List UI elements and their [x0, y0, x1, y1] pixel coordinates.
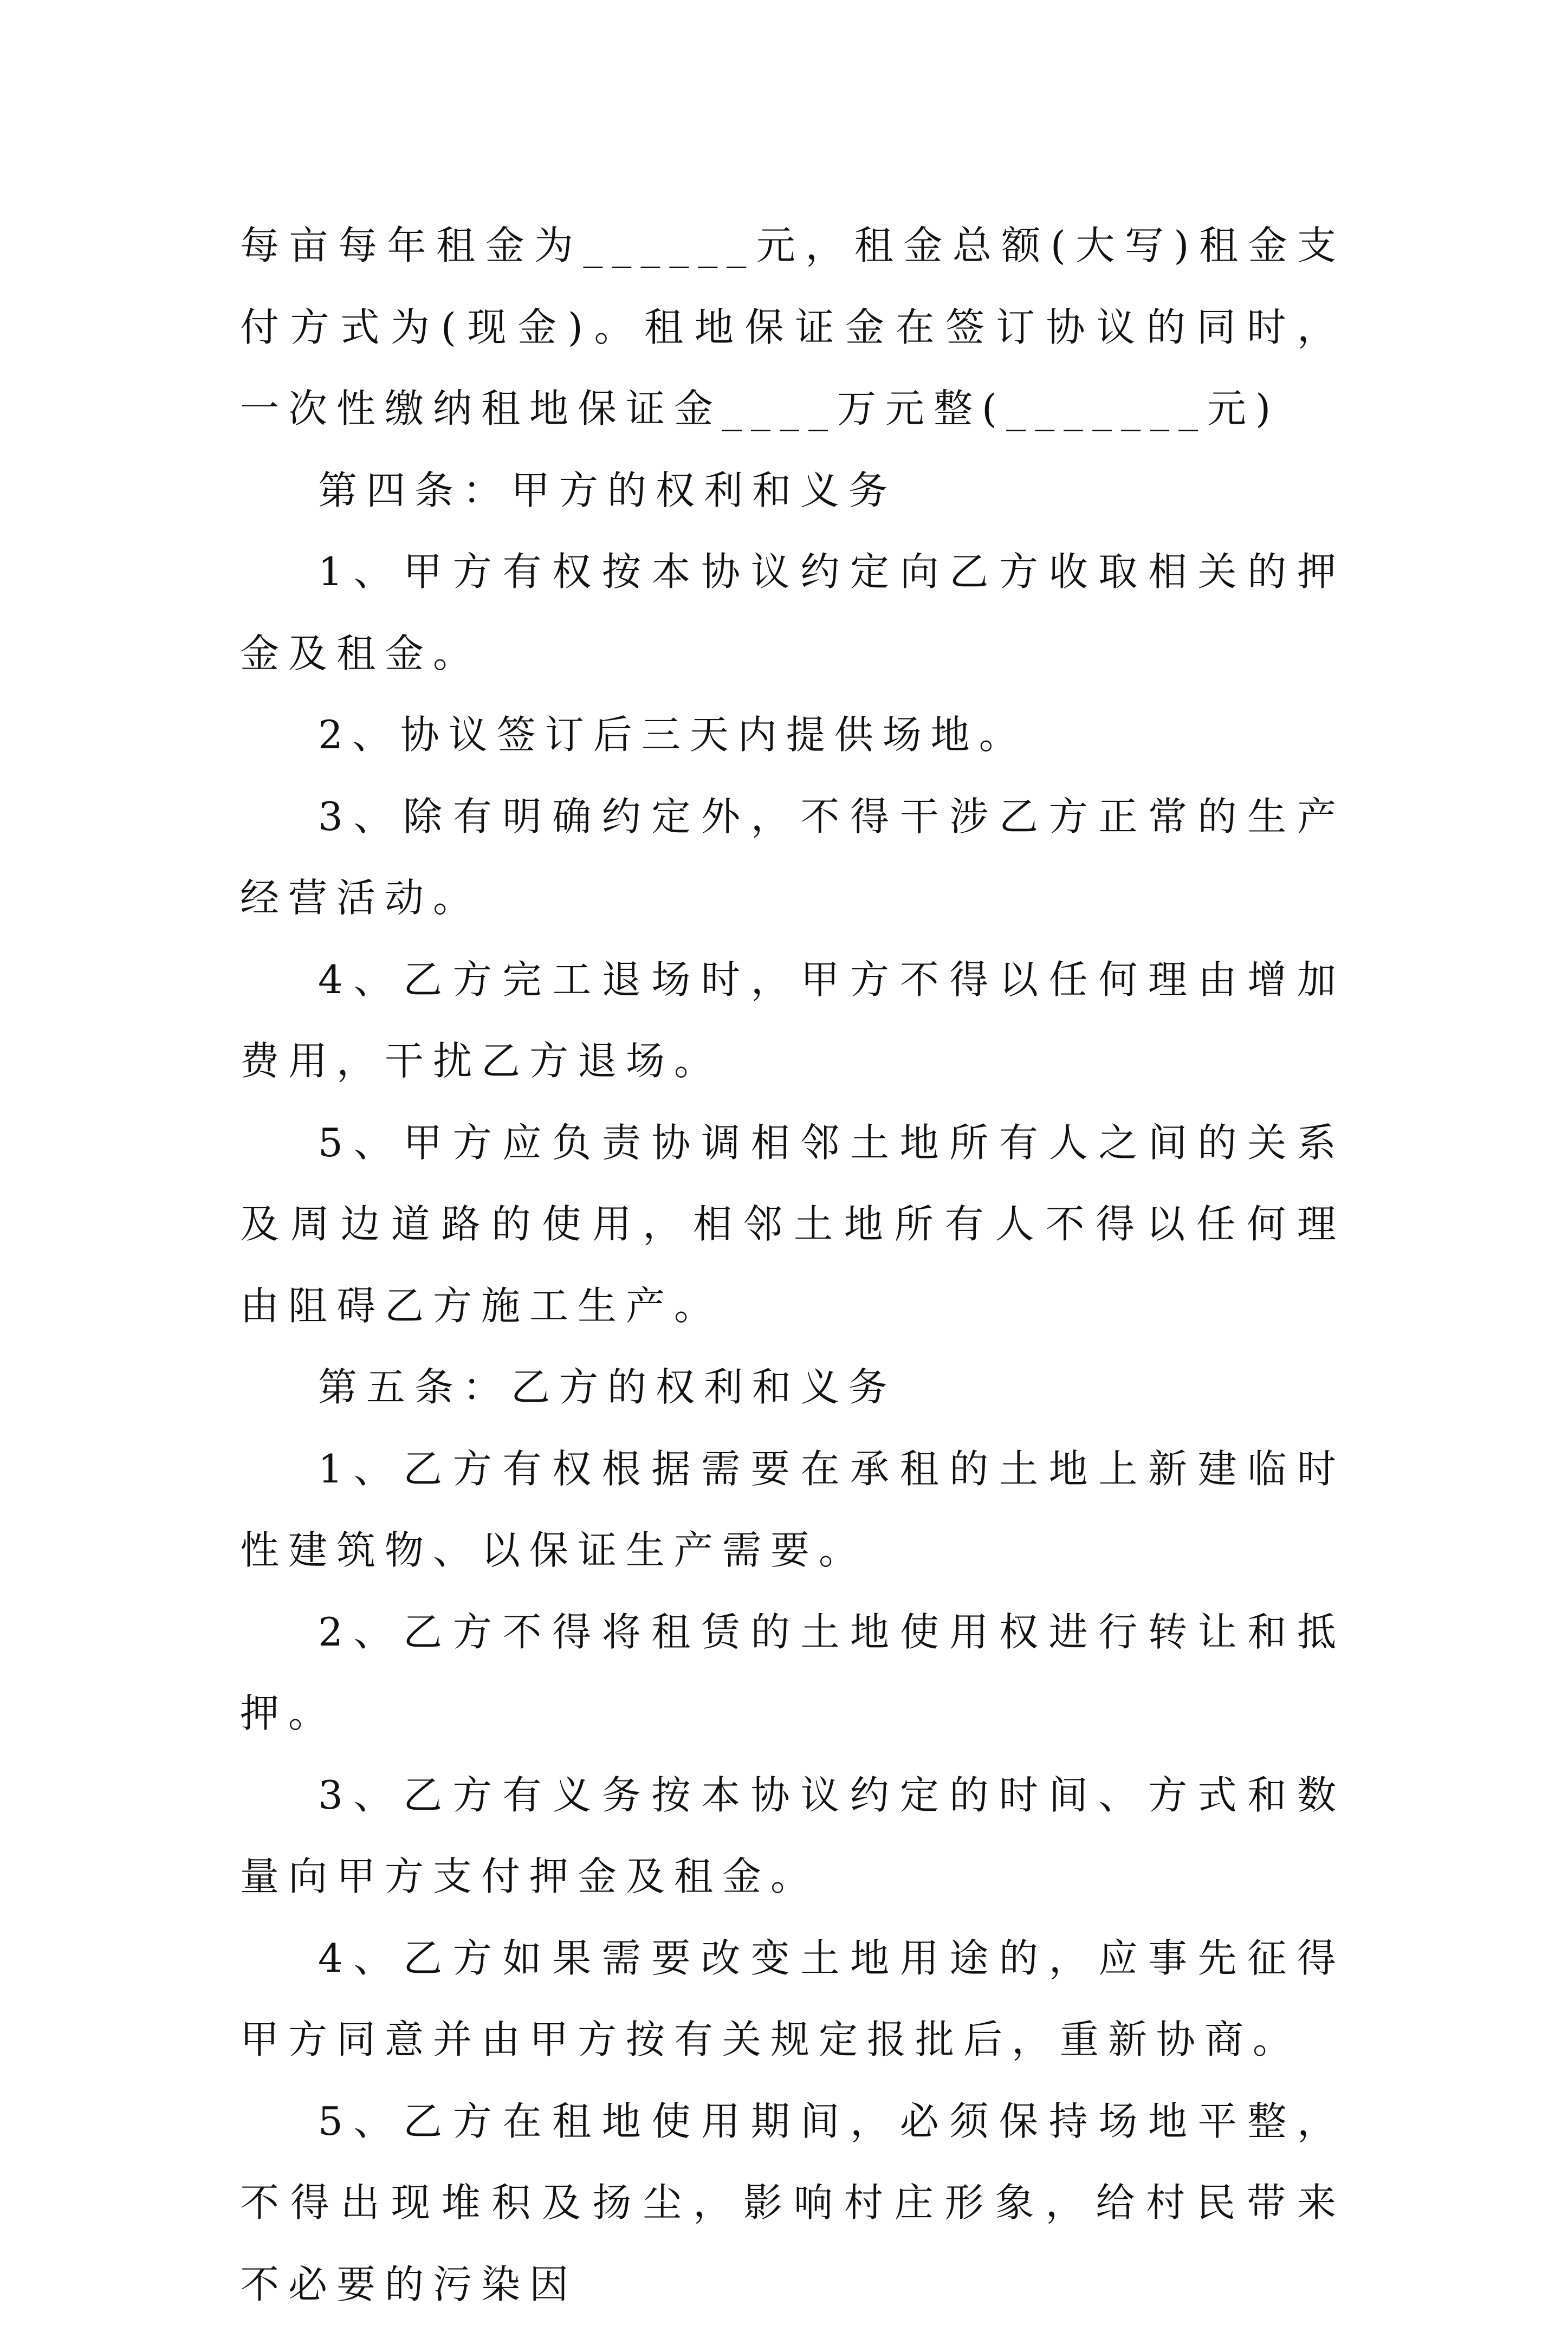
paragraph-a4-item-4: 4、乙方完工退场时，甲方不得以任何理由增加费用，干扰乙方退场。: [240, 939, 1345, 1102]
paragraph-a5-item-3: 3、乙方有义务按本协议约定的时间、方式和数量向甲方支付押金及租金。: [240, 1754, 1345, 1918]
paragraph-a4-item-2: 2、协议签订后三天内提供场地。: [240, 694, 1345, 776]
heading-article-5: 第五条：乙方的权利和义务: [240, 1346, 1345, 1428]
paragraph-a5-item-5: 5、乙方在租地使用期间，必须保持场地平整，不得出现堆积及扬尘，影响村庄形象，给村民带来不必要的污染因: [240, 2081, 1345, 2325]
paragraph-a4-item-5: 5、甲方应负责协调相邻土地所有人之间的关系及周边道路的使用，相邻土地所有人不得以任何理由阻碍乙方施工生产。: [240, 1102, 1345, 1347]
heading-article-4: 第四条：甲方的权利和义务: [240, 450, 1345, 532]
paragraph-a4-item-1: 1、甲方有权按本协议约定向乙方收取相关的押金及租金。: [240, 531, 1345, 694]
paragraph-a5-item-2: 2、乙方不得将租赁的土地使用权进行转让和抵押。: [240, 1591, 1345, 1754]
paragraph-a5-item-1: 1、乙方有权根据需要在承租的土地上新建临时性建筑物、以保证生产需要。: [240, 1428, 1345, 1591]
paragraph-a5-item-4: 4、乙方如果需要改变土地用途的，应事先征得甲方同意并由甲方按有关规定报批后，重新协商。: [240, 1918, 1345, 2081]
paragraph-rent-terms: 每亩每年租金为______元，租金总额(大写)租金支付方式为(现金)。租地保证金在签订协议的同时，一次性缴纳租地保证金____万元整(_______元): [240, 205, 1345, 450]
paragraph-a4-item-3: 3、除有明确约定外，不得干涉乙方正常的生产经营活动。: [240, 776, 1345, 939]
document-body: [240, 205, 1345, 2325]
